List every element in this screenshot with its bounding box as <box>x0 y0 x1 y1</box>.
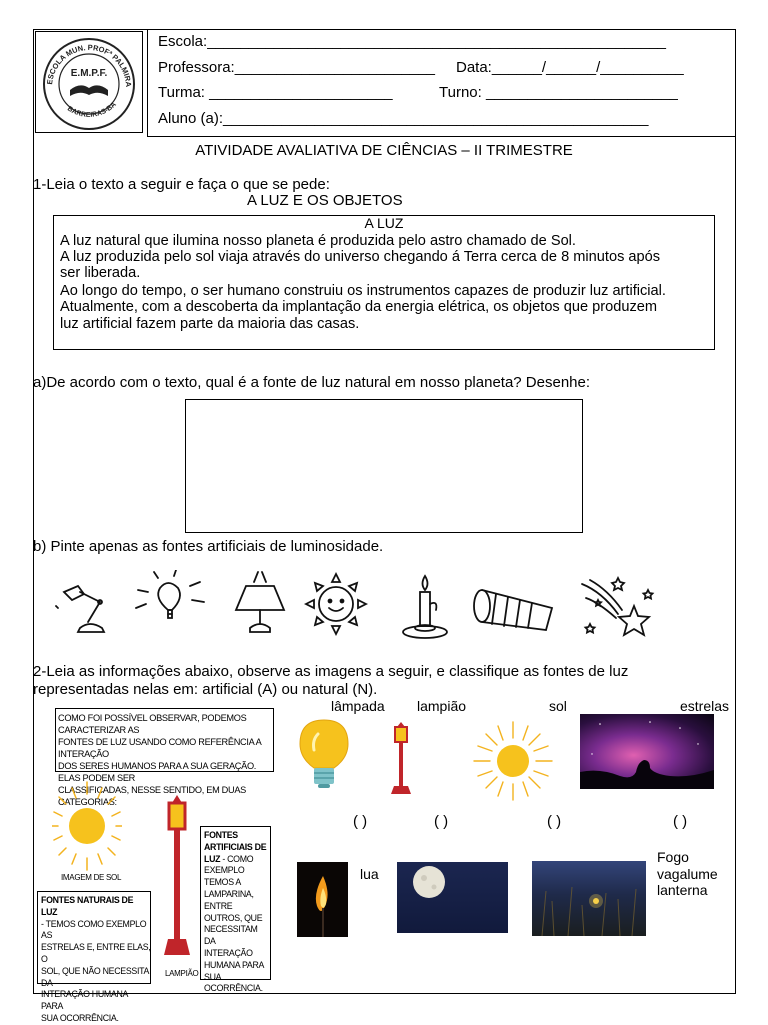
horsehead-silhouette-icon <box>580 714 714 789</box>
artificial-text-line: OUTROS, QUE <box>204 912 263 923</box>
flame-icon <box>297 862 348 937</box>
drawing-area[interactable] <box>185 399 583 533</box>
page-title: ATIVIDADE AVALIATIVA DE CIÊNCIAS – II TRIMESTRE <box>195 142 573 159</box>
question-b: b) Pinte apenas as fontes artificiais de luminosidade. <box>33 538 384 555</box>
sun-icon <box>470 718 556 804</box>
desk-lamp-icon[interactable] <box>56 586 104 632</box>
artificial-text-line: - COMO <box>222 853 254 864</box>
teacher-field[interactable]: Professora:________________________ <box>158 59 435 76</box>
fire-photo <box>297 862 348 937</box>
logo-ring-text: ESCOLA MUN. PROFª PALMIRA <box>45 42 134 87</box>
q2-line-1: 2-Leia as informações abaixo, observe as imagens a seguir, e classifique as fontes de luz <box>33 663 629 680</box>
svg-text:BARREIRAS-BA <box>66 101 118 119</box>
natural-text-line: SOL, QUE NÃO NECESSITA DA <box>41 965 149 988</box>
label-lanterna: lanterna <box>657 882 708 898</box>
artificial-title-line: FONTES <box>204 830 238 840</box>
text-line-3: ser liberada. <box>60 265 141 281</box>
date-field[interactable]: Data:______/______/__________ <box>456 59 684 76</box>
table-lamp-icon[interactable] <box>236 572 284 632</box>
logo-seal-icon <box>36 32 142 132</box>
natural-text-line: - TEMOS COMO EXEMPLO AS <box>41 918 147 941</box>
q1-instruction: 1-Leia o texto a seguir e faça o que se pede: <box>33 176 330 193</box>
artificial-text-line: HUMANA PARA <box>204 959 265 970</box>
class-field[interactable]: Turma: ______________________ <box>158 84 393 101</box>
natural-text <box>41 895 151 1025</box>
natural-text-line: SUA OCORRÊNCIA. <box>41 1012 119 1023</box>
artificial-title-line: LUZ <box>204 853 221 864</box>
text-line-2: A luz produzida pelo sol viaja através do universo chegando á Terra cerca de 8 minutos após <box>60 249 661 265</box>
label-fogo: Fogo <box>657 849 689 865</box>
label-estrelas: estrelas <box>680 698 730 714</box>
label-lampiao: lampião <box>417 698 467 714</box>
label-vagalume: vagalume <box>657 865 718 882</box>
lamp-caption: LAMPIÃO <box>165 969 199 978</box>
label-lampada: lâmpada <box>331 698 385 714</box>
firefly-photo <box>532 861 646 936</box>
sun-caption: IMAGEM DE SOL <box>61 873 122 882</box>
artificial-text-line: EXEMPLO TEMOS A <box>204 865 245 888</box>
school-field[interactable]: Escola:_______________________________________________________ <box>158 33 667 50</box>
artificial-text-line: LAMPARINA, ENTRE <box>204 888 254 911</box>
answer-blank-estrelas[interactable]: ( ) <box>673 813 688 830</box>
info-main-line: FONTES DE LUZ USANDO COMO REFERÊNCIA A INTERAÇÃO <box>58 737 262 759</box>
lamp-post-icon <box>160 795 194 965</box>
artificial-text-line: SUA OCORRÊNCIA. <box>204 971 263 994</box>
artificial-text <box>204 830 270 995</box>
moon-photo <box>397 862 508 933</box>
text-line-1: A luz natural que ilumina nosso planeta é produzida pelo astro chamado de Sol. <box>60 233 576 249</box>
school-logo <box>35 31 143 133</box>
bulb-outline-icon[interactable] <box>136 570 204 618</box>
q2-line-2: representadas nelas em: artificial (A) ou natural (N). <box>33 681 378 698</box>
book-icon <box>70 85 108 96</box>
firefly-icon <box>532 861 646 936</box>
text-line-4: Ao longo do tempo, o ser humano construiu os instrumentos capazes de produzir luz artificial. <box>60 283 666 299</box>
shooting-star-icon[interactable] <box>582 578 653 635</box>
sun-image-icon <box>52 776 122 876</box>
logo-city: BARREIRAS-BA <box>65 101 118 119</box>
artificial-title-line: ARTIFICIAIS DE <box>204 841 267 852</box>
flashlight-icon[interactable] <box>474 590 552 630</box>
nebula-photo <box>580 714 714 789</box>
q1-subtitle: A LUZ E OS OBJETOS <box>247 192 403 209</box>
question-a: a)De acordo com o texto, qual é a fonte de luz natural em nosso planeta? Desenhe: <box>33 374 591 391</box>
text-line-5: Atualmente, com a descoberta da implantação da energia elétrica, os objetos que produzem <box>60 299 658 315</box>
natural-title: FONTES NATURAIS DE LUZ <box>41 895 134 917</box>
text-box-title: A LUZ <box>364 215 404 231</box>
student-field[interactable]: Aluno (a):___________________________________________________ <box>158 110 649 127</box>
line-art-row <box>50 570 670 650</box>
candle-icon[interactable] <box>403 576 447 638</box>
label-lua: lua <box>360 866 379 882</box>
answer-blank-sol[interactable]: ( ) <box>547 813 562 830</box>
answer-blank-lampiao[interactable]: ( ) <box>434 813 449 830</box>
label-sol: sol <box>549 698 567 714</box>
info-main-line: CLASSIFICADAS, NESSE SENTIDO, EM DUAS CATEGORIAS: <box>58 785 247 807</box>
info-main-line: DOS SERES HUMANOS PARA A SUA GERAÇÃO. ELAS PODEM SER <box>58 761 257 783</box>
answer-blank-lampada[interactable]: ( ) <box>353 813 368 830</box>
natural-text-line: INTERAÇÃO HUMANA PARA <box>41 989 128 1012</box>
natural-text-line: ESTRELAS E, ENTRE ELAS, O <box>41 942 151 964</box>
light-bulb-icon <box>296 718 352 790</box>
artificial-text-line: INTERAÇÃO <box>204 947 253 958</box>
logo-initials: E.M.P.F. <box>70 68 108 79</box>
moon-icon <box>397 862 508 933</box>
street-lamp-icon <box>389 722 413 796</box>
text-line-6: luz artificial fazem parte da maioria das casas. <box>60 316 360 332</box>
labels-right-column <box>657 849 718 899</box>
shift-field[interactable]: Turno: _______________________ <box>439 84 678 101</box>
artificial-text-line: NECESSITAM DA <box>204 924 258 947</box>
sun-outline-icon[interactable] <box>306 574 366 634</box>
info-main-line: COMO FOI POSSÍVEL OBSERVAR, PODEMOS CARACTERIZAR AS <box>58 713 247 735</box>
